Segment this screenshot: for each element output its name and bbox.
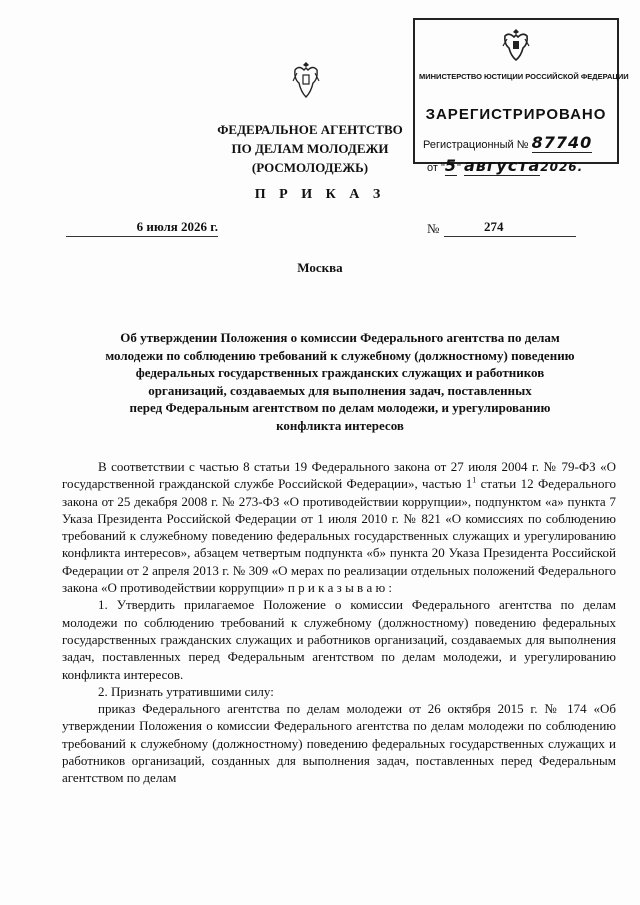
agency-line: (РОСМОЛОДЕЖЬ) <box>251 160 369 175</box>
stamp-ministry-name: МИНИСТЕРСТВО ЮСТИЦИИ РОССИЙСКОЙ ФЕДЕРАЦИИ <box>419 72 629 81</box>
coat-of-arms-icon <box>501 26 531 64</box>
stamp-date-year: 2026. <box>540 160 584 174</box>
heading-line: перед Федеральным агентством по делам молодежи, и урегулированию <box>129 400 551 416</box>
order-body <box>62 458 616 787</box>
heading-line: организаций, создаваемых для выполнения задач, поставленных <box>148 382 532 398</box>
stamp-date-month: августа <box>463 156 541 175</box>
order-number: 274 <box>444 219 576 237</box>
paragraph-preamble <box>62 458 616 596</box>
heading-line: молодежи по соблюдению требований к служебному (должностному) поведению <box>105 347 575 363</box>
stamp-registered: ЗАРЕГИСТРИРОВАНО <box>425 106 607 123</box>
agency-name <box>200 120 420 177</box>
stamp-registration-line <box>423 133 592 153</box>
registration-stamp <box>413 18 629 175</box>
heading-line: конфликта интересов <box>276 417 404 433</box>
paragraph-item-1: 1. Утвердить прилагаемое Положение о комиссии Федерального агентства по делам молодежи по соблюдению требований к служебному (должностному) поведению федеральных государственных гражданских служащих и работников организаций, создаваемых для выполнения задач, поставленных перед Федеральным агентством по делам молодежи, и урегулированию конфликта интересов. <box>62 597 616 682</box>
paragraph-item-2: 2. Признать утратившими силу: <box>98 683 274 699</box>
preamble-superscript: 1 <box>472 475 477 485</box>
stamp-date-line <box>427 156 583 176</box>
coat-of-arms-icon <box>292 60 320 100</box>
stamp-date-prefix: от " <box>427 162 445 174</box>
stamp-date-quote: " <box>457 162 461 174</box>
agency-line: ФЕДЕРАЛЬНОЕ АГЕНТСТВО <box>217 122 403 137</box>
order-date: 6 июля 2026 г. <box>66 219 218 237</box>
heading-line: федеральных государственных гражданских служащих и работников <box>135 365 545 381</box>
paragraph-repealed-order: приказ Федерального агентства по делам молодежи от 26 октября 2015 г. № 174 «Об утверждении Положения о комиссии Федерального агентства по делам молодежи по соблюдению требований к служебному (должностному) поведению федеральных государственных служащих и работников организаций, созданных для выполнения задач, поставленных перед Федеральным агентством по делам <box>62 701 616 786</box>
preamble-part-b: статьи 12 Федерального закона от 25 декабря 2008 г. № 273-ФЗ «О противодействии коррупции», подпунктом «а» пункта 7 Указа Президента Российской Федерации от 1 июля 2010 г. № 821 «О комиссиях по соблюдению требований к служебному поведению федеральных государственных служащих и урегулированию конфликта интересов», абзацем четвертым подпункта «б» пункта 20 Указа Президента Российской Федерации от 2 апреля 2013 г. № 309 «О мерах по реализации отдельных положений Федерального закона «О противодействии коррупции» п р и к а з ы в а ю : <box>62 476 616 596</box>
stamp-date-day: 5 <box>444 156 458 175</box>
agency-line: ПО ДЕЛАМ МОЛОДЕЖИ <box>231 141 389 156</box>
heading-line: Об утверждении Положения о комиссии Федерального агентства по делам <box>120 330 560 345</box>
document-type: П Р И К А З <box>254 187 386 202</box>
order-heading <box>66 329 614 435</box>
preamble-part-a: В соответствии с частью 8 статьи 19 Федерального закона от 27 июля 2004 г. № 79-ФЗ «О государственной гражданской службе Российской Федерации», частью 1 <box>62 459 616 492</box>
city: Москва <box>297 260 343 275</box>
stamp-reg-number: 87740 <box>531 133 593 152</box>
number-sign: № <box>427 221 440 236</box>
stamp-reg-label: Регистрационный № <box>423 139 529 151</box>
